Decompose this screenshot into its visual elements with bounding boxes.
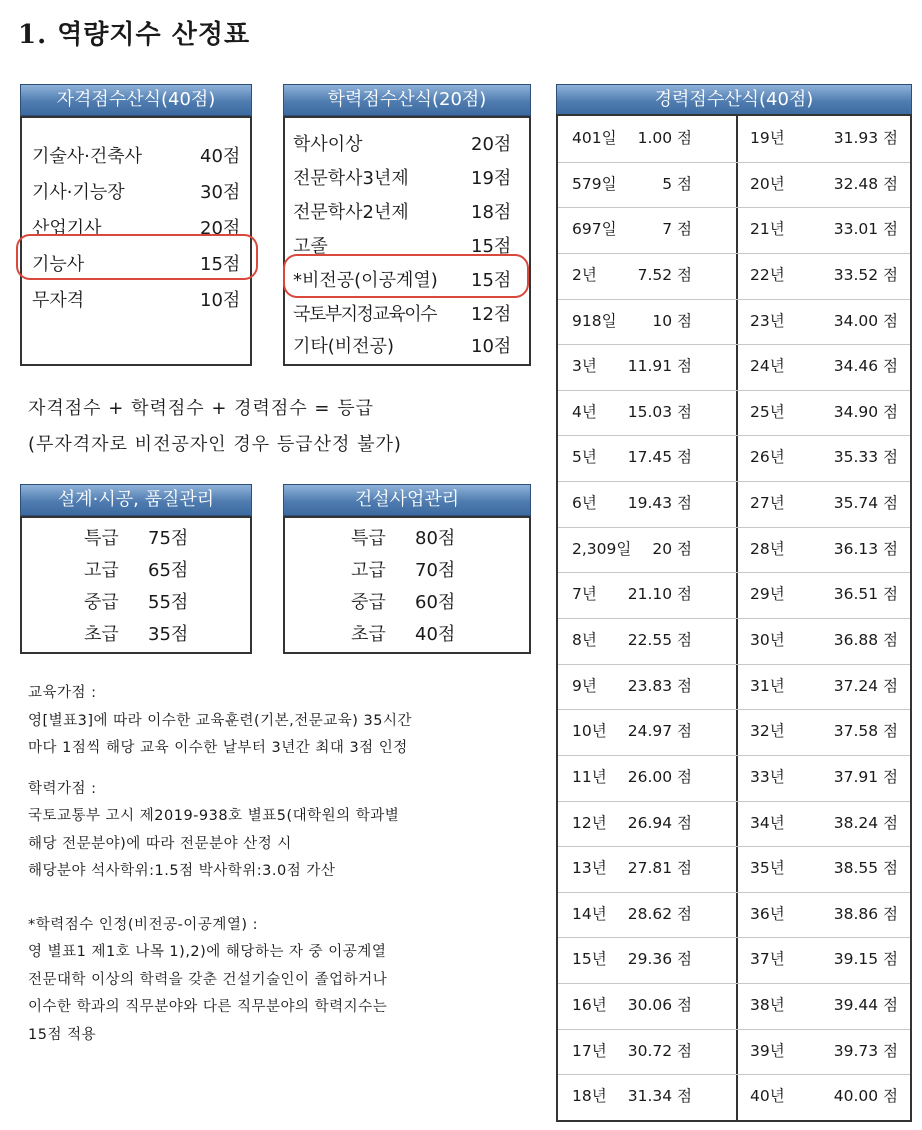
career-score: 34.00 점: [833, 311, 898, 330]
career-period: 24년: [750, 357, 785, 376]
table-row: [558, 846, 910, 893]
career-period: 22년: [750, 265, 785, 284]
career-period: 9년: [572, 676, 597, 695]
nonmajor-text: 15점 적용: [28, 1026, 97, 1043]
career-score: 30.06 점: [627, 996, 692, 1015]
table-row: [558, 481, 910, 528]
career-score: 37.24 점: [833, 676, 898, 695]
career-score: 26.00 점: [627, 767, 692, 786]
table-row: [558, 755, 910, 802]
career-period: 12년: [572, 813, 607, 832]
career-score: 37.58 점: [833, 722, 898, 741]
edu-bonus-text: 마다 1점씩 해당 교육 이수한 날부터 3년간 최대 3점 인정: [28, 740, 408, 756]
edu-bonus-text: 영[별표3]에 따라 이수한 교육훈련(기본,전문교육) 35시간: [28, 712, 412, 729]
career-period: 31년: [750, 676, 785, 695]
career-score: 35.74 점: [833, 494, 898, 513]
career-period: 697일: [572, 220, 617, 239]
career-score: 34.90 점: [833, 402, 898, 421]
table-row: [558, 709, 910, 756]
career-score: 27.81 점: [627, 859, 692, 878]
table-row: [558, 207, 910, 254]
career-period: 28년: [750, 539, 785, 558]
acad-bonus-text: 해당 전문분야)에 따라 전문분야 산정 시: [28, 835, 292, 852]
table-row: [558, 116, 910, 163]
career-score: 35.33 점: [833, 448, 898, 467]
career-score: 38.86 점: [833, 904, 898, 923]
career-score: 40.00 점: [833, 1087, 898, 1106]
career-score: 10 점: [652, 311, 692, 330]
qualification-header: 자격점수산식(40점): [20, 84, 252, 116]
construction-mgmt-table: 특급 80점 고급 70점 중급 60점 초급 40점: [283, 516, 531, 654]
career-period: 34년: [750, 813, 785, 832]
career-header: 경력점수산식(40점): [556, 84, 912, 116]
career-period: 17년: [572, 1041, 607, 1060]
career-score: 38.24 점: [833, 813, 898, 832]
career-period: 37년: [750, 950, 785, 969]
design-quality-header: 설계·시공, 품질관리: [20, 484, 252, 516]
career-period: 33년: [750, 767, 785, 786]
construction-mgmt-header: 건설사업관리: [283, 484, 531, 516]
career-period: 13년: [572, 859, 607, 878]
table-row: [558, 299, 910, 346]
career-score: 33.52 점: [833, 265, 898, 284]
acad-bonus-text: 해당분야 석사학위:1.5점 박사학위:3.0점 가산: [28, 863, 336, 879]
career-score: 31.93 점: [833, 129, 898, 147]
career-period: 18년: [572, 1087, 607, 1106]
table-row: [558, 892, 910, 939]
table-row: [558, 801, 910, 848]
education-header: 학력점수산식(20점): [283, 84, 531, 116]
table-row: [558, 1074, 910, 1120]
career-score: 32.48 점: [833, 174, 898, 193]
career-period: 2년: [572, 265, 597, 284]
career-score: 22.55 점: [627, 631, 692, 649]
career-score: 26.94 점: [627, 813, 692, 832]
nonmajor-text: 이수한 학과의 직무분야와 다른 직무분야의 학력지수는: [28, 999, 388, 1015]
career-period: 20년: [750, 174, 785, 193]
career-score: 38.55 점: [833, 859, 898, 878]
qualification-table: 기술사·건축사 40점 기사·기능장 30점 산업기사 20점 기능사 15점 무자격 10점: [20, 116, 252, 366]
career-score: 30.72 점: [627, 1041, 692, 1060]
formula-line: 자격점수 + 학력점수 + 경력점수 = 등급: [28, 398, 375, 419]
career-period: 32년: [750, 722, 785, 741]
career-score: 39.44 점: [833, 996, 898, 1015]
career-period: 39년: [750, 1041, 785, 1060]
career-period: 27년: [750, 494, 785, 513]
career-score: 29.36 점: [627, 950, 692, 969]
career-period: 25년: [750, 402, 785, 421]
career-score: 1.00 점: [637, 129, 692, 147]
career-period: 2,309일: [572, 539, 632, 558]
career-score: 24.97 점: [627, 722, 692, 741]
table-row: [558, 983, 910, 1030]
career-score: 5 점: [662, 174, 692, 193]
career-score: 21.10 점: [627, 585, 692, 604]
career-period: 40년: [750, 1087, 785, 1106]
career-period: 38년: [750, 996, 785, 1015]
career-score: 20 점: [652, 539, 692, 558]
career-score: 17.45 점: [627, 448, 692, 467]
table-row: [558, 572, 910, 619]
highlight-circle: [16, 234, 258, 280]
career-period: 15년: [572, 950, 607, 969]
table-row: [558, 390, 910, 437]
design-quality-table: 특급 75점 고급 65점 중급 55점 초급 35점: [20, 516, 252, 654]
table-row: [558, 527, 910, 574]
career-score: 15.03 점: [627, 402, 692, 421]
nonmajor-text: 전문대학 이상의 학력을 갖춘 건설기술인이 졸업하거나: [28, 971, 388, 988]
table-row: [558, 162, 910, 209]
career-score: 34.46 점: [833, 357, 898, 376]
career-period: 26년: [750, 448, 785, 467]
career-score: 36.13 점: [833, 539, 898, 558]
edu-bonus-title: 교육가점 :: [28, 685, 97, 701]
career-period: 29년: [750, 585, 785, 604]
career-period: 36년: [750, 904, 785, 923]
career-period: 19년: [750, 129, 785, 147]
career-period: 918일: [572, 311, 617, 330]
table-row: [558, 937, 910, 984]
career-period: 10년: [572, 722, 607, 741]
career-period: 3년: [572, 357, 597, 376]
career-score: 39.15 점: [833, 950, 898, 969]
formula-note: (무자격자로 비전공자인 경우 등급산정 불가): [28, 434, 402, 455]
career-score: 36.51 점: [833, 585, 898, 604]
career-score: 36.88 점: [833, 631, 898, 649]
career-period: 11년: [572, 767, 607, 786]
career-score: 31.34 점: [627, 1087, 692, 1106]
career-period: 401일: [572, 129, 617, 147]
acad-bonus-title: 학력가점 :: [28, 780, 97, 797]
career-period: 35년: [750, 859, 785, 878]
career-period: 23년: [750, 311, 785, 330]
acad-bonus-text: 국토교통부 고시 제2019-938호 별표5(대학원의 학과별: [28, 808, 400, 824]
career-period: 30년: [750, 631, 785, 649]
career-score: 37.91 점: [833, 767, 898, 786]
career-period: 21년: [750, 220, 785, 239]
career-score: 19.43 점: [627, 494, 692, 513]
career-period: 6년: [572, 494, 597, 513]
notes-section: [28, 680, 412, 1049]
table-row: [558, 253, 910, 300]
career-period: 14년: [572, 904, 607, 923]
career-period: 8년: [572, 631, 597, 649]
career-period: 7년: [572, 585, 597, 604]
career-score: 23.83 점: [627, 676, 692, 695]
career-score: 11.91 점: [627, 357, 692, 376]
nonmajor-text: 영 별표1 제1호 나목 1),2)에 해당하는 자 중 이공계열: [28, 944, 387, 960]
career-score: 39.73 점: [833, 1041, 898, 1060]
table-row: [558, 1029, 910, 1076]
table-row: [558, 618, 910, 665]
table-row: [558, 664, 910, 711]
career-score: 33.01 점: [833, 220, 898, 239]
career-score: 7 점: [662, 220, 692, 239]
career-score: 7.52 점: [637, 265, 692, 284]
career-period: 16년: [572, 996, 607, 1015]
page-title: 1. 역량지수 산정표: [18, 20, 251, 50]
highlight-circle: [283, 254, 529, 298]
career-table: [556, 114, 912, 1122]
table-row: [558, 435, 910, 482]
career-score: 28.62 점: [627, 904, 692, 923]
education-table: 학사이상 20점 전문학사3년제 19점 전문학사2년제 18점 고졸 15점 *비전공(이공계열) 15점 국토부지정교육이수 12점 기타(비전공) 10점: [283, 116, 531, 366]
nonmajor-title: *학력점수 인정(비전공-이공계열) :: [28, 916, 258, 933]
career-period: 579일: [572, 174, 617, 193]
career-period: 4년: [572, 402, 597, 421]
table-row: [558, 344, 910, 391]
career-period: 5년: [572, 448, 597, 467]
